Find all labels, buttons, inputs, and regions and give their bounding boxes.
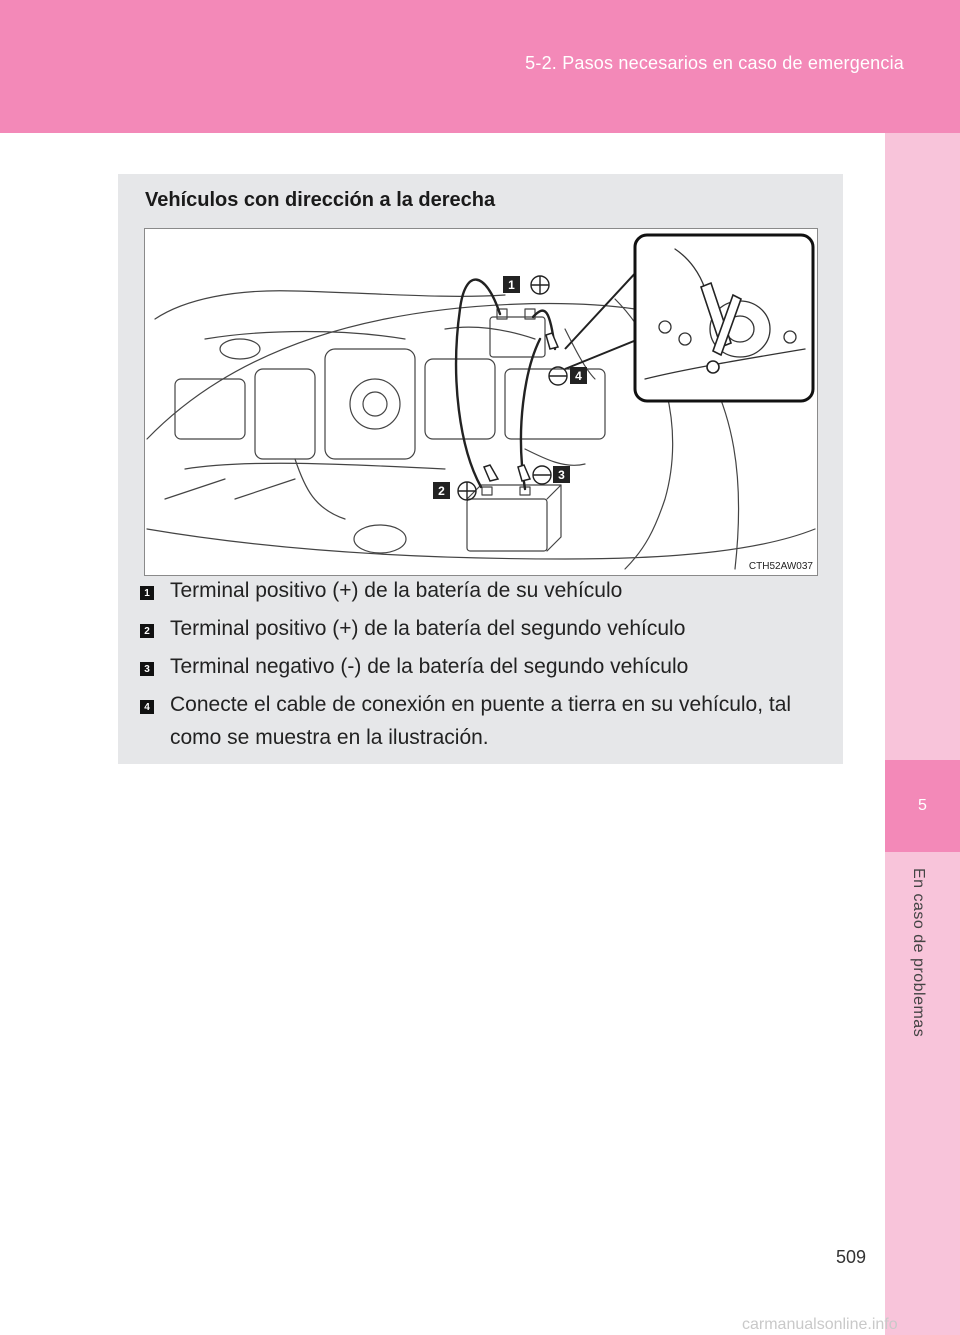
section-header: 5-2. Pasos necesarios en caso de emergencia [525,53,904,73]
legend-item [140,580,830,607]
chapter-number: 5 [918,797,927,814]
legend-badge: 2 [140,624,154,638]
figure-code: CTH52AW037 [748,561,813,572]
figure-badge-4: 4 [575,369,582,383]
legend-badge: 3 [140,662,154,676]
engine-bay-illustration [144,228,818,576]
figure-badge-1: 1 [508,278,515,292]
legend-list [140,580,830,765]
legend-text: Terminal positivo (+) de la batería de su vehículo [170,579,623,602]
panel-title: Vehículos con dirección a la derecha [145,189,496,211]
legend-item [140,694,830,754]
footer-watermark: carmanualsonline.info [742,1316,898,1333]
figure-badge-2: 2 [438,484,445,498]
chapter-side-tab [885,133,960,1335]
chapter-label: En caso de problemas [910,868,927,1038]
legend-text: Terminal negativo (-) de la batería del segundo vehículo [170,655,689,678]
legend-badge: 1 [140,586,154,600]
page-number: 509 [836,1247,867,1267]
figure-badge-3: 3 [558,468,565,482]
legend-text: Terminal positivo (+) de la batería del segundo vehículo [170,617,686,640]
legend-item [140,618,830,645]
legend-badge: 4 [140,700,154,714]
legend-text: Conecte el cable de conexión en puente a tierra en su vehículo, tal como se muestra en la ilustración. [170,693,792,749]
legend-item [140,656,830,683]
engine-bay-drawing [145,229,817,575]
